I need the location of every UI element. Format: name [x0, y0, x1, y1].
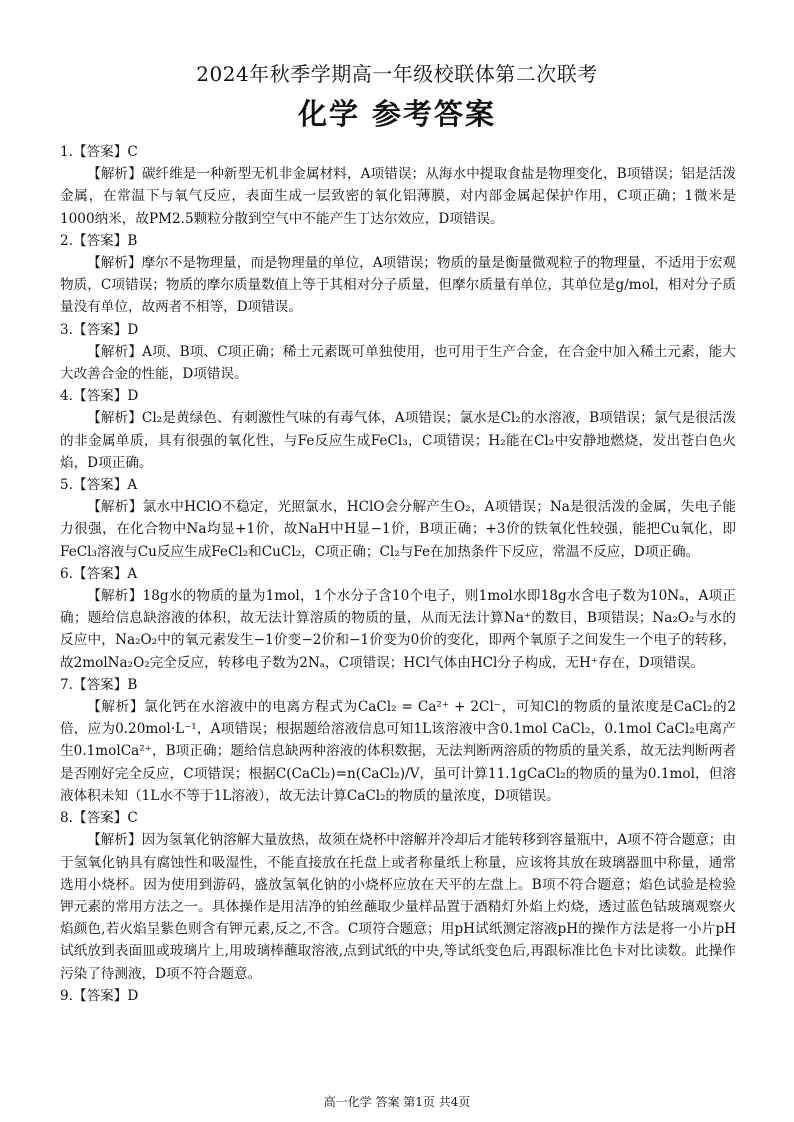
explanation-5: 【解析】氯水中HClO不稳定，光照氯水，HClO会分解产生O₂，A项错误；Na是很活泼的金属，失电子能力很强，在化合物中Na均显+1价，故NaH中H显−1价，B项正确；+3价的铁氧化性较强，能把Cu氧化，即FeCl₃溶液与Cu反应生成FeCl₂和CuCl₂，C项正确；Cl₂与Fe在加热条件下反应，常温不反应，D项正确。	[60, 499, 736, 560]
answer-list	[60, 141, 736, 1007]
answer-2: 2.【答案】B	[60, 232, 138, 249]
answer-8: 8.【答案】C	[60, 810, 138, 827]
explanation-8: 【解析】因为氢氧化钠溶解大量放热，故须在烧杯中溶解并冷却后才能转移到容量瓶中，A项不符合题意；由于氢氧化钠具有腐蚀性和吸湿性，不能直接放在托盘上或者称量纸上称量，应该将其放在玻璃器皿中称量，通常选用小烧杯。因为使用到游码，盛放氢氧化钠的小烧杯应放在天平的左盘上。B项不符合题意；焰色试验是检验钾元素的常用方法之一。具体操作是用洁净的铂丝蘸取少量样品置于酒精灯外焰上灼烧，透过蓝色钴玻璃观察火焰颜色,若火焰呈紫色则含有钾元素,反之,不含。C项符合题意；用pH试纸测定溶液pH的操作方法是将一小片pH试纸放到表面皿或玻璃片上,用玻璃棒蘸取溶液,点到试纸的中央,等试纸变色后,再跟标准比色卡对比读数。此操作污染了待测液，D项不符合题意。	[60, 832, 736, 982]
explanation-1: 【解析】碳纤维是一种新型无机非金属材料，A项错误；从海水中提取食盐是物理变化，B项错误；铝是活泼金属，在常温下与氧气反应，表面生成一层致密的氧化铝薄膜，对内部金属起保护作用，C项正确；1微米是1000纳米，故PM2.5颗粒分散到空气中不能产生丁达尔效应，D项错误。	[60, 166, 736, 227]
explanation-7: 【解析】氯化钙在水溶液中的电离方程式为CaCl₂ = Ca²⁺ + 2Cl⁻，可知Cl的物质的量浓度是CaCl₂的2倍，应为0.20mol·L⁻¹，A项错误；根据题给溶液信息可知1L该溶液中含0.1mol CaCl₂，0.1mol CaCl₂电离产生0.1molCa²⁺，B项正确；题给信息缺两种溶液的体积数据，无法判断两溶质的物质的量关系，故无法判断两者是否刚好完全反应，C项错误；根据C(CaCl₂)=n(CaCl₂)/V，虽可计算11.1gCaCl₂的物质的量为0.1mol，但溶液体积未知（1L水不等于1L溶液），故无法计算CaCl₂的物质的量浓度，D项错误。	[60, 699, 736, 804]
answer-1: 1.【答案】C	[60, 144, 138, 160]
answer-6: 6.【答案】A	[60, 565, 138, 582]
answer-key-title: 化学 参考答案	[297, 97, 497, 131]
page-footer: 高一化学 答案 第1页 共4页	[323, 1095, 471, 1109]
explanation-4: 【解析】Cl₂是黄绿色、有刺激性气味的有毒气体，A项错误；氯水是Cl₂的水溶液，B项错误；氯气是很活泼的非金属单质，具有很强的氧化性，与Fe反应生成FeCl₃，C项错误；H₂能在Cl₂中安静地燃烧，发出苍白色火焰，D项正确。	[60, 410, 736, 471]
explanation-2: 【解析】摩尔不是物理量，而是物理量的单位，A项错误；物质的量是衡量微观粒子的物理量，不适用于宏观物质，C项错误；物质的摩尔质量数值上等于其相对分子质量，但摩尔质量有单位，其单位是g/mol，相对分子质量没有单位，故两者不相等，D项错误。	[60, 255, 736, 316]
answer-4: 4.【答案】D	[60, 388, 139, 405]
exam-title: 2024年秋季学期高一年级校联体第二次联考	[196, 62, 598, 86]
explanation-3: 【解析】A项、B项、C项正确；稀土元素既可单独使用，也可用于生产合金，在合金中加入稀土元素，能大大改善合金的性能，D项错误。	[60, 343, 736, 383]
answer-3: 3.【答案】D	[60, 321, 139, 338]
answer-9: 9.【答案】D	[60, 987, 139, 1004]
answer-7: 7.【答案】B	[60, 676, 138, 693]
explanation-6: 【解析】18g水的物质的量为1mol，1个水分子含10个电子，则1mol水即18g水含电子数为10Nₐ，A项正确；题给信息缺溶液的体积，故无法计算溶质的物质的量，从而无法计算Na⁺的数目，B项错误；Na₂O₂与水的反应中，Na₂O₂中的氧元素发生−1价变−2价和−1价变为0价的变化，即两个氧原子之间发生一个电子的转移，故2molNa₂O₂完全反应，转移电子数为2Nₐ，C项错误；HCl气体由HCl分子构成，无H⁺存在，D项错误。	[60, 588, 736, 671]
answer-5: 5.【答案】A	[60, 477, 138, 494]
